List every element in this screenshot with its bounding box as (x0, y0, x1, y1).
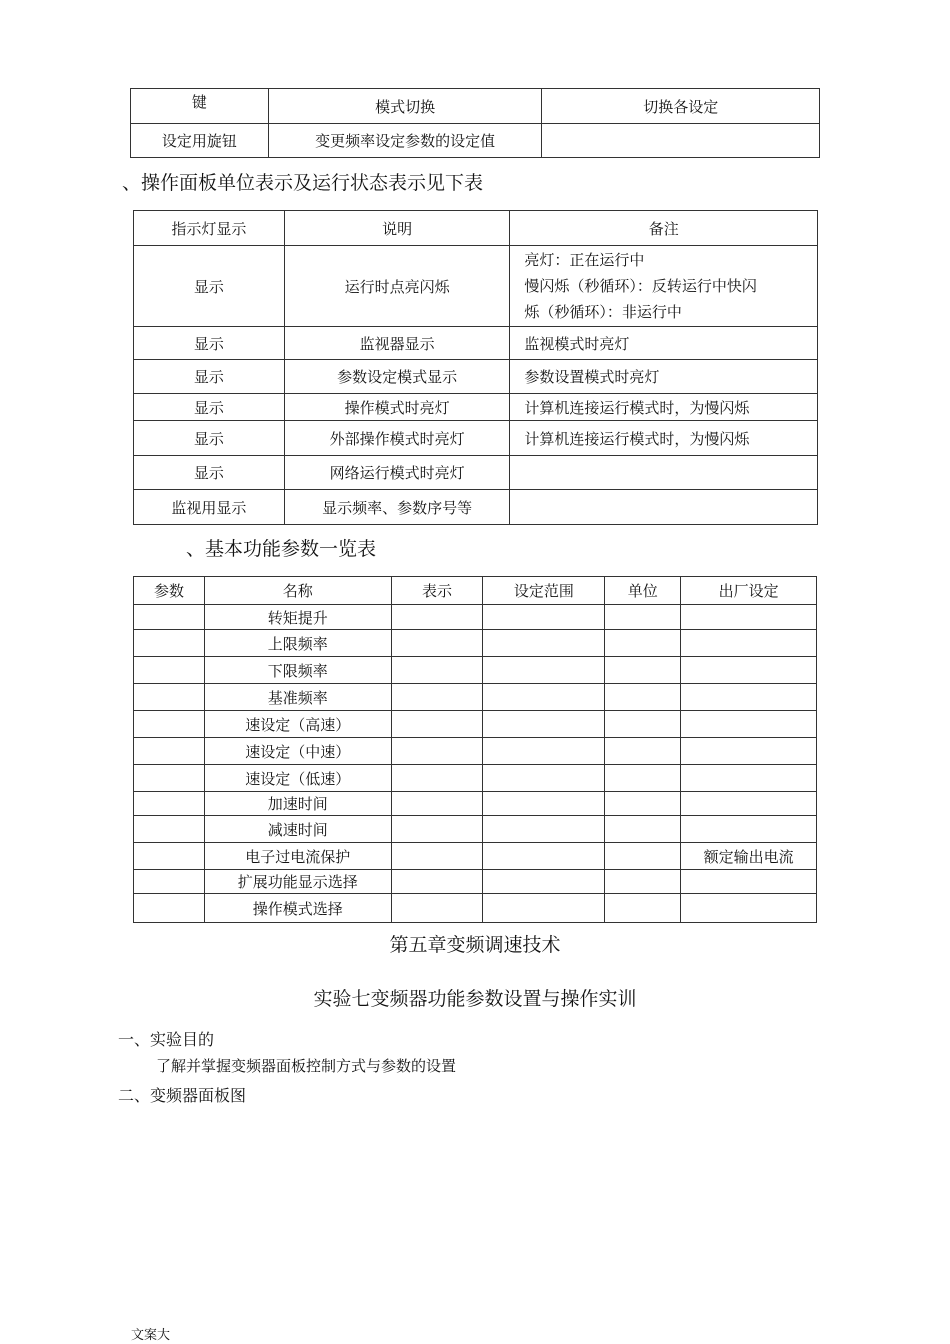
table-cell (391, 738, 483, 765)
table-cell (483, 738, 605, 765)
page-footer: 文案大 (131, 1328, 171, 1343)
table-row (134, 870, 817, 894)
section-heading: 、基本功能参数一览表 (186, 538, 377, 560)
column-header: 设定范围 (483, 577, 605, 605)
table-row (134, 738, 817, 765)
table-cell (134, 765, 205, 792)
table-row (134, 630, 817, 657)
table-cell (510, 456, 818, 490)
table-cell: 显示 (134, 360, 285, 394)
table-cell (134, 657, 205, 684)
table-cell (391, 711, 483, 738)
table-cell (391, 657, 483, 684)
table-cell (681, 816, 817, 843)
table-cell (605, 738, 681, 765)
table-cell: 操作模式时亮灯 (284, 394, 510, 421)
objective-text: 了解并掌握变频器面板控制方式与参数的设置 (156, 1057, 457, 1075)
table-cell (391, 630, 483, 657)
column-header: 指示灯显示 (134, 211, 285, 246)
parameter-table (133, 576, 817, 923)
table-cell: 额定输出电流 (681, 843, 817, 870)
column-header: 单位 (605, 577, 681, 605)
table-cell (483, 843, 605, 870)
table-cell: 参数设定模式显示 (284, 360, 510, 394)
table-cell (605, 684, 681, 711)
table-cell: 显示频率、参数序号等 (284, 490, 510, 525)
table-row (134, 490, 818, 525)
table-cell (681, 894, 817, 923)
table-cell (134, 816, 205, 843)
table-cell: 下限频率 (204, 657, 391, 684)
table-cell (681, 792, 817, 816)
table-cell (681, 657, 817, 684)
table-cell: 参数设置模式时亮灯 (510, 360, 818, 394)
table-row (134, 711, 817, 738)
table-cell: 监视器显示 (284, 327, 510, 360)
table-cell (391, 765, 483, 792)
section-heading-objective: 一、实验目的 (118, 1030, 215, 1049)
table-cell: 上限频率 (204, 630, 391, 657)
table-row (134, 394, 818, 421)
table-cell (134, 630, 205, 657)
table-cell (605, 630, 681, 657)
table-row (134, 765, 817, 792)
table-cell (483, 765, 605, 792)
table-cell: 监视模式时亮灯 (510, 327, 818, 360)
table-row (134, 327, 818, 360)
column-header: 参数 (134, 577, 205, 605)
table-cell: 显示 (134, 394, 285, 421)
table-cell: 显示 (134, 456, 285, 490)
table-cell (483, 711, 605, 738)
table-cell (483, 605, 605, 630)
table-cell: 亮灯：正在运行中 慢闪烁（秒循环）：反转运行中快闪 烁（秒循环）：非运行中 (510, 246, 818, 327)
table-cell: 操作模式选择 (204, 894, 391, 923)
table-row (134, 843, 817, 870)
table-cell (134, 605, 205, 630)
table-cell: 键 (131, 89, 269, 124)
table-cell (605, 894, 681, 923)
table-cell (681, 711, 817, 738)
table-cell: 显示 (134, 246, 285, 327)
table-cell: 速设定（低速） (204, 765, 391, 792)
table-cell (391, 684, 483, 711)
table-cell (134, 792, 205, 816)
table-cell (134, 894, 205, 923)
table-cell (134, 711, 205, 738)
table-cell: 变更频率设定参数的设定值 (268, 124, 542, 158)
table-row (134, 421, 818, 456)
table-cell (681, 870, 817, 894)
table-cell (681, 605, 817, 630)
table-cell (134, 843, 205, 870)
table-cell: 电子过电流保护 (204, 843, 391, 870)
column-header: 名称 (204, 577, 391, 605)
table-cell: 转矩提升 (204, 605, 391, 630)
table-cell (134, 870, 205, 894)
table-cell (391, 870, 483, 894)
table-row (131, 89, 820, 124)
table-cell (483, 816, 605, 843)
table-cell (605, 765, 681, 792)
table-cell (605, 792, 681, 816)
table-row (134, 894, 817, 923)
key-function-table (130, 88, 820, 158)
section-heading-panel: 二、变频器面板图 (118, 1086, 247, 1105)
table-cell (391, 792, 483, 816)
table-cell: 计算机连接运行模式时，为慢闪烁 (510, 394, 818, 421)
table-cell: 扩展功能显示选择 (204, 870, 391, 894)
table-cell: 加速时间 (204, 792, 391, 816)
table-row (134, 816, 817, 843)
table-cell: 运行时点亮闪烁 (284, 246, 510, 327)
table-cell (483, 792, 605, 816)
table-cell: 模式切换 (268, 89, 542, 124)
table-cell (605, 657, 681, 684)
table-cell (681, 738, 817, 765)
table-row (134, 360, 818, 394)
table-cell (605, 843, 681, 870)
indicator-table (133, 210, 818, 525)
table-cell (681, 765, 817, 792)
table-cell (605, 870, 681, 894)
table-cell (681, 630, 817, 657)
table-row (134, 605, 817, 630)
table-cell (605, 605, 681, 630)
table-cell: 设定用旋钮 (131, 124, 269, 158)
column-header: 备注 (510, 211, 818, 246)
table-row (134, 246, 818, 327)
table-cell (542, 124, 820, 158)
chapter-title: 第五章变频调速技术 (389, 934, 561, 956)
experiment-title: 实验七变频器功能参数设置与操作实训 (313, 988, 637, 1010)
table-cell: 基准频率 (204, 684, 391, 711)
table-row (134, 792, 817, 816)
table-header-row (134, 577, 817, 605)
table-cell (391, 843, 483, 870)
column-header: 表示 (391, 577, 483, 605)
table-cell: 监视用显示 (134, 490, 285, 525)
table-cell (483, 894, 605, 923)
table-cell (605, 711, 681, 738)
column-header: 说明 (284, 211, 510, 246)
table-cell (483, 870, 605, 894)
table-row (134, 684, 817, 711)
table-cell (391, 605, 483, 630)
table-cell: 切换各设定 (542, 89, 820, 124)
table-cell (681, 684, 817, 711)
table-cell (134, 738, 205, 765)
table-cell: 计算机连接运行模式时，为慢闪烁 (510, 421, 818, 456)
table-row (134, 456, 818, 490)
table-row (134, 657, 817, 684)
table-header-row (134, 211, 818, 246)
table-cell (391, 894, 483, 923)
table-cell: 网络运行模式时亮灯 (284, 456, 510, 490)
table-cell: 减速时间 (204, 816, 391, 843)
table-cell: 速设定（中速） (204, 738, 391, 765)
table-cell: 速设定（高速） (204, 711, 391, 738)
table-cell (510, 490, 818, 525)
table-cell (134, 684, 205, 711)
table-cell (391, 816, 483, 843)
table-cell (483, 657, 605, 684)
table-cell (605, 816, 681, 843)
table-cell (483, 630, 605, 657)
table-row (131, 124, 820, 158)
column-header: 出厂设定 (681, 577, 817, 605)
table-cell: 显示 (134, 421, 285, 456)
table-cell: 外部操作模式时亮灯 (284, 421, 510, 456)
section-heading: 、操作面板单位表示及运行状态表示见下表 (122, 172, 484, 194)
table-cell: 显示 (134, 327, 285, 360)
table-cell (483, 684, 605, 711)
